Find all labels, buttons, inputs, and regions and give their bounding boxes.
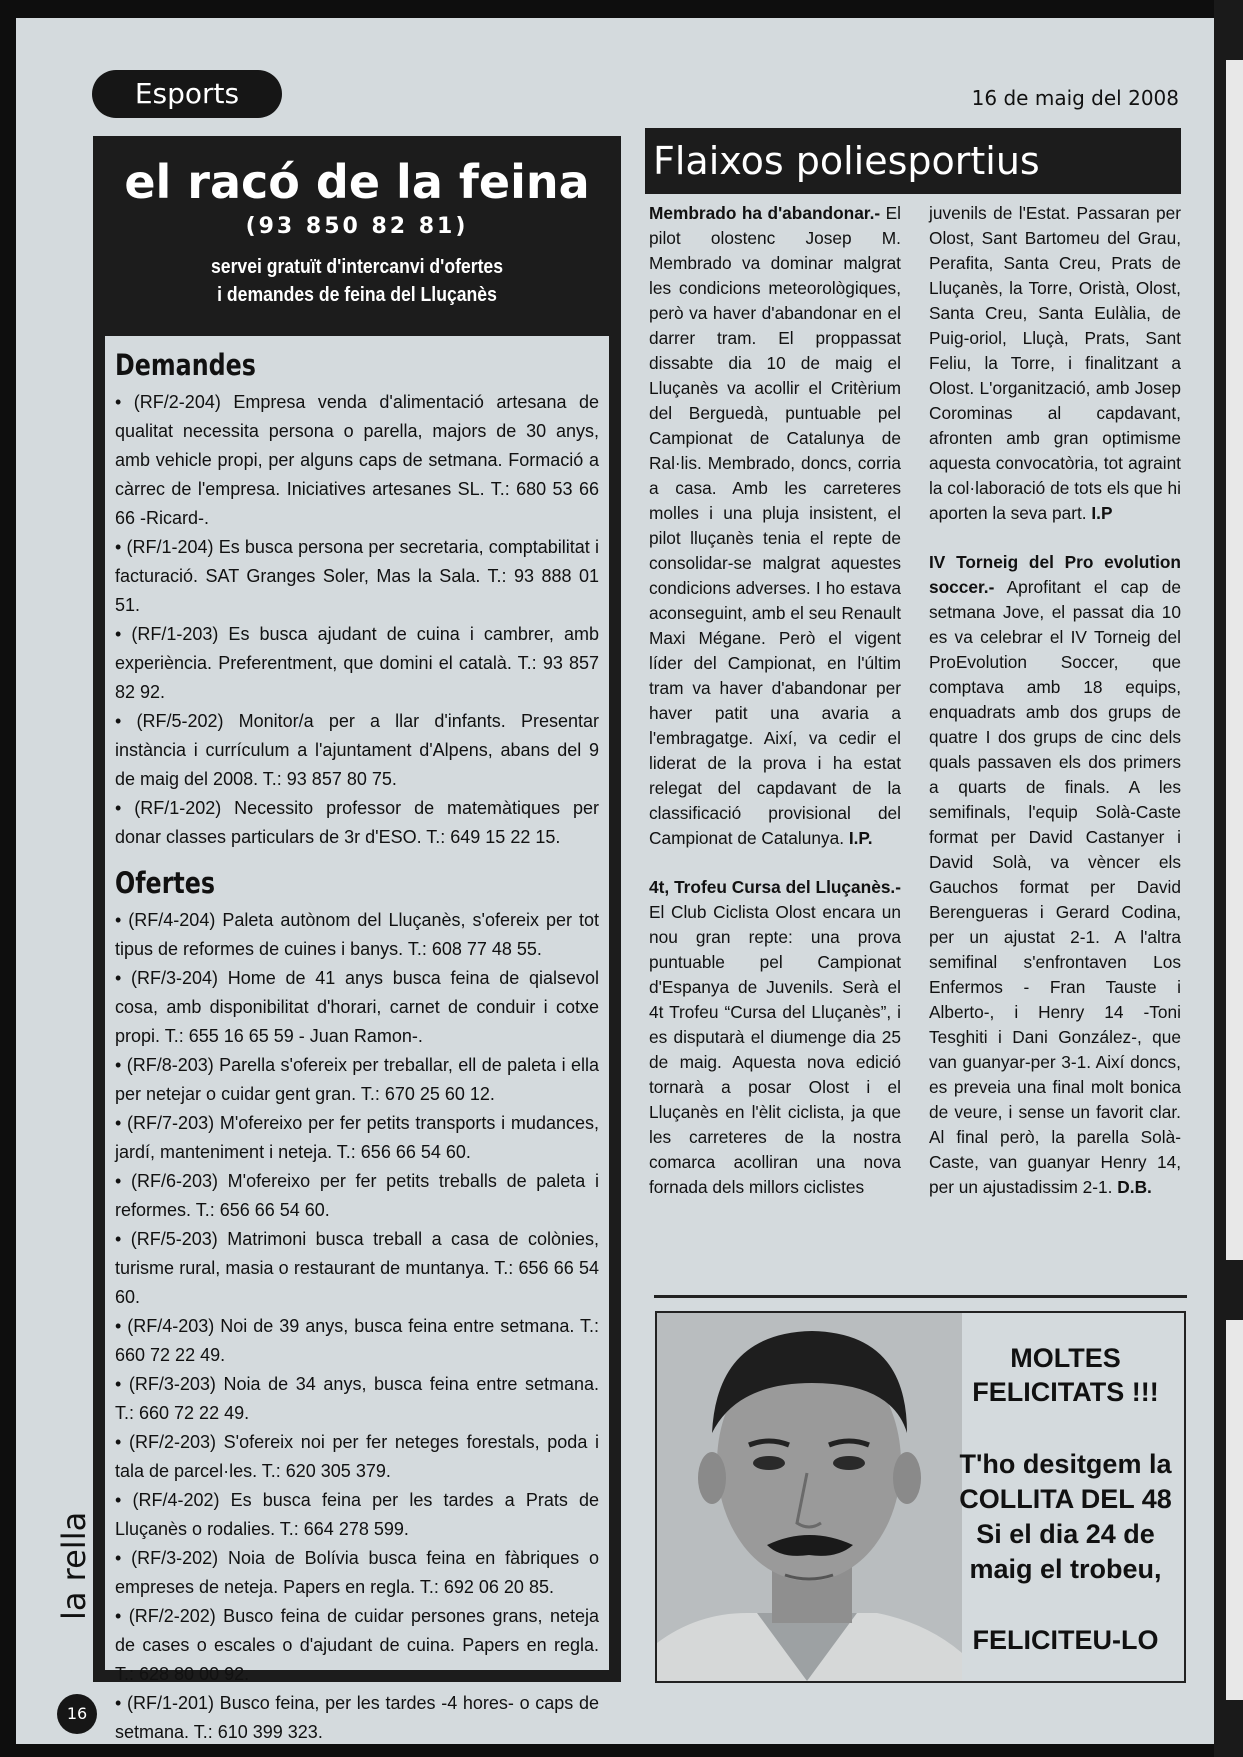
job-board-title: el racó de la feina <box>124 155 590 209</box>
article-lead: Membrado ha d'abandonar.- <box>649 203 881 223</box>
article-paragraph <box>929 201 1181 526</box>
article-body: El Club Ciclista Olost encara un nou gran repte: una prova puntuable pel Campionat d'Espanya de Juvenils. Serà el 4t Trofeu “Cursa del Lluçanès”, i es disputarà el diumenge dia 25 de maig. Aquesta nova edició tornarà a posar Olost i el Lluçanès en l'èlit ciclista, ja que les carreteres de la nostra comarca acolliran una nova fornada dels millors ciclistes <box>649 902 901 1197</box>
article-signature: I.P <box>1091 503 1113 523</box>
ad-call-to-action: FELICITEU-LO <box>972 1625 1159 1655</box>
article-lead: IV Torneig del Pro evolution soccer.- <box>929 552 1181 597</box>
article-column-1 <box>649 201 901 1224</box>
job-board-description-line: i demandes de feina del Lluçanès <box>217 284 497 306</box>
job-board-description-line: servei gratuït d'intercanvi d'ofertes <box>210 256 504 278</box>
job-listing: • (RF/4-202) Es busca feina per les tardes a Prats de Lluçanès o rodalies. T.: 664 278 599. <box>115 1490 599 1539</box>
article-column-2 <box>929 201 1181 1224</box>
ad-greeting: MOLTES FELICITATS !!! <box>972 1343 1159 1407</box>
job-listing: • (RF/4-203) Noi de 39 anys, busca feina entre setmana. T.: 660 72 22 49. <box>115 1316 599 1365</box>
adjacent-page-edge <box>1214 0 1243 1757</box>
ad-message <box>947 1313 1184 1681</box>
divider <box>654 1295 1187 1298</box>
birthday-ad <box>655 1311 1186 1683</box>
page-number: 16 <box>57 1694 97 1734</box>
article-paragraph <box>929 550 1181 1200</box>
article-body: El pilot olostenc Josep M. Membrado va dominar malgrat les condicions meteorològiques, però va haver d'abandonar en el darrer tram. El proppassat dissabte dia 10 de maig el Lluçanès va acollir el Critèrium del Berguedà, puntuable pel Campionat de Catalunya de Ral·lis. Membrado, doncs, corria a casa. Amb les carreteres molles i una pluja insistent, el pilot lluçanès tenia el repte de consolidar-se malgrat aquestes condicions adverses. I ho estava aconseguint, amb el seu Renault Maxi Mégane. Però el vigent líder del Campionat, en l'últim tram va haver d'abandonar per haver patit una avaria a l'embragatge. Així, va cedir el liderat de la prova i ha estat relegat del capdavant de la classificació provisional del Campionat de Catalunya. <box>649 203 901 848</box>
job-board <box>93 136 621 1742</box>
job-listing: • (RF/3-202) Noia de Bolívia busca feina en fàbriques o empreses de neteja. Papers en regla. T.: 692 06 20 85. <box>115 1548 599 1597</box>
job-listing: • (RF/4-204) Paleta autònom del Lluçanès, s'ofereix per tot tipus de reformes de cuines i banys. T.: 608 77 48 55. <box>115 910 599 959</box>
job-listing: • (RF/3-203) Noia de 34 anys, busca feina entre setmana. T.: 660 72 22 49. <box>115 1374 599 1423</box>
job-listing: • (RF/5-203) Matrimoni busca treball a casa de colònies, turisme rural, masia o restaurant de muntanya. T.: 656 66 54 60. <box>115 1229 599 1307</box>
article-lead: 4t, Trofeu Cursa del Lluçanès.- <box>649 877 901 897</box>
job-listing: • (RF/1-204) Es busca persona per secretaria, comptabilitat i facturació. SAT Granges Soler, Mas la Sala. T.: 93 888 01 51. <box>115 537 599 615</box>
section-label: Esports <box>92 70 282 118</box>
article-paragraph <box>649 201 901 851</box>
job-listing: • (RF/1-203) Es busca ajudant de cuina i cambrer, amb experiència. Preferentment, que domini el català. T.: 93 857 82 92. <box>115 624 599 702</box>
job-board-description <box>125 253 590 309</box>
job-board-header <box>93 136 621 336</box>
publication-name: la rella <box>55 1511 93 1620</box>
job-listing: • (RF/6-203) M'ofereixo per fer petits treballs de paleta i reformes. T.: 656 66 54 60. <box>115 1171 599 1220</box>
article-signature: D.B. <box>1117 1177 1152 1197</box>
ofertes-heading: Ofertes <box>115 866 216 900</box>
portrait-photo <box>657 1313 962 1681</box>
job-listing: • (RF/3-204) Home de 41 anys busca feina de qialsevol cosa, amb disponibilitat d'horari, carnet de conduir i cotxe propi. T.: 655 16 65 59 - Juan Ramon-. <box>115 968 599 1046</box>
demandes-heading: Demandes <box>115 348 256 382</box>
job-listing: • (RF/2-203) S'ofereix noi per fer neteges forestals, poda i tala de parcel·les. T.: 620 305 379. <box>115 1432 599 1481</box>
article-headline: Flaixos poliesportius <box>645 128 1181 194</box>
job-listing: • (RF/5-202) Monitor/a per a llar d'infants. Presentar instància i currículum a l'ajuntament d'Alpens, abans del 9 de maig del 2008. T.: 93 857 80 75. <box>115 711 599 789</box>
portrait-illustration <box>657 1313 962 1681</box>
job-board-phone: (93 850 82 81) <box>245 214 469 239</box>
job-board-listings <box>105 336 609 1742</box>
job-listing: • (RF/7-203) M'ofereixo per fer petits transports i mudances, jardí, manteniment i neteja. T.: 656 66 54 60. <box>115 1113 599 1162</box>
job-listing: • (RF/8-203) Parella s'ofereix per treballar, ell de paleta i ella per netejar o cuidar gent gran. T.: 670 25 60 12. <box>115 1055 599 1104</box>
issue-date: 16 de maig del 2008 <box>971 86 1179 110</box>
article-body: juvenils de l'Estat. Passaran per Olost, Sant Bartomeu del Grau, Perafita, Santa Creu, Prats de Lluçanès, la Torre, Oristà, Olost, Santa Creu, Santa Eulàlia, de Puig-oriol, Lluçà, Prats, Sant Feliu, la Torre, i finalitzant a Olost. L'organització, amb Josep Corominas al capdavant, afronten amb gran optimisme aquesta convocatòria, tot agraint la col·laboració de tots els que hi aporten la seva part. <box>929 203 1181 523</box>
article-signature: I.P. <box>848 828 873 848</box>
ad-wish: T'ho desitgem la COLLITA DEL 48 Si el dia 24 de maig el trobeu, <box>959 1449 1172 1584</box>
job-listing: • (RF/2-202) Busco feina de cuidar persones grans, neteja de cases o escales o d'ajudant de cuina. Papers en regla. T.: 628 80 00 92. <box>115 1606 599 1684</box>
job-listing: • (RF/2-204) Empresa venda d'alimentació artesana de qualitat necessita persona o parella, majors de 30 anys, amb vehicle propi, per alguns caps de setmana. Formació a càrrec de l'empresa. Iniciatives artesanes SL. T.: 680 53 66 66 -Ricard-. <box>115 392 599 528</box>
job-listing: • (RF/1-202) Necessito professor de matemàtiques per donar classes particulars de 3r d'ESO. T.: 649 15 22 15. <box>115 798 599 847</box>
job-listing: • (RF/1-201) Busco feina, per les tardes -4 hores- o caps de setmana. T.: 610 399 323. <box>115 1693 599 1742</box>
article-body: Aprofitant el cap de setmana Jove, el passat dia 10 es va celebrar el IV Torneig del ProEvolution Soccer, que comptava amb 18 equips, enquadrats amb dos grups de quatre I dos grups de cinc dels quals passaven els dos primers a quarts de finals. A les semifinals, l'equip Solà-Caste format per David Castanyer i David Solà, va vèncer els Gauchos format per David Berengueras i Gerard Codina, per un ajustat 2-1. A l'altra semifinal s'enfrontaven Los Enfermos - Fran Tauste i Alberto-, i Henry 14 -Toni Tesghiti i Dani González-, que van guanyar-per 3-1. Així doncs, es preveia una final molt bonica de veure, i sense un favorit clar. Al final però, la parella Solà-Caste, van guanyar Henry 14, per un ajustadissim 2-1. <box>929 577 1181 1197</box>
article-paragraph <box>649 875 901 1200</box>
